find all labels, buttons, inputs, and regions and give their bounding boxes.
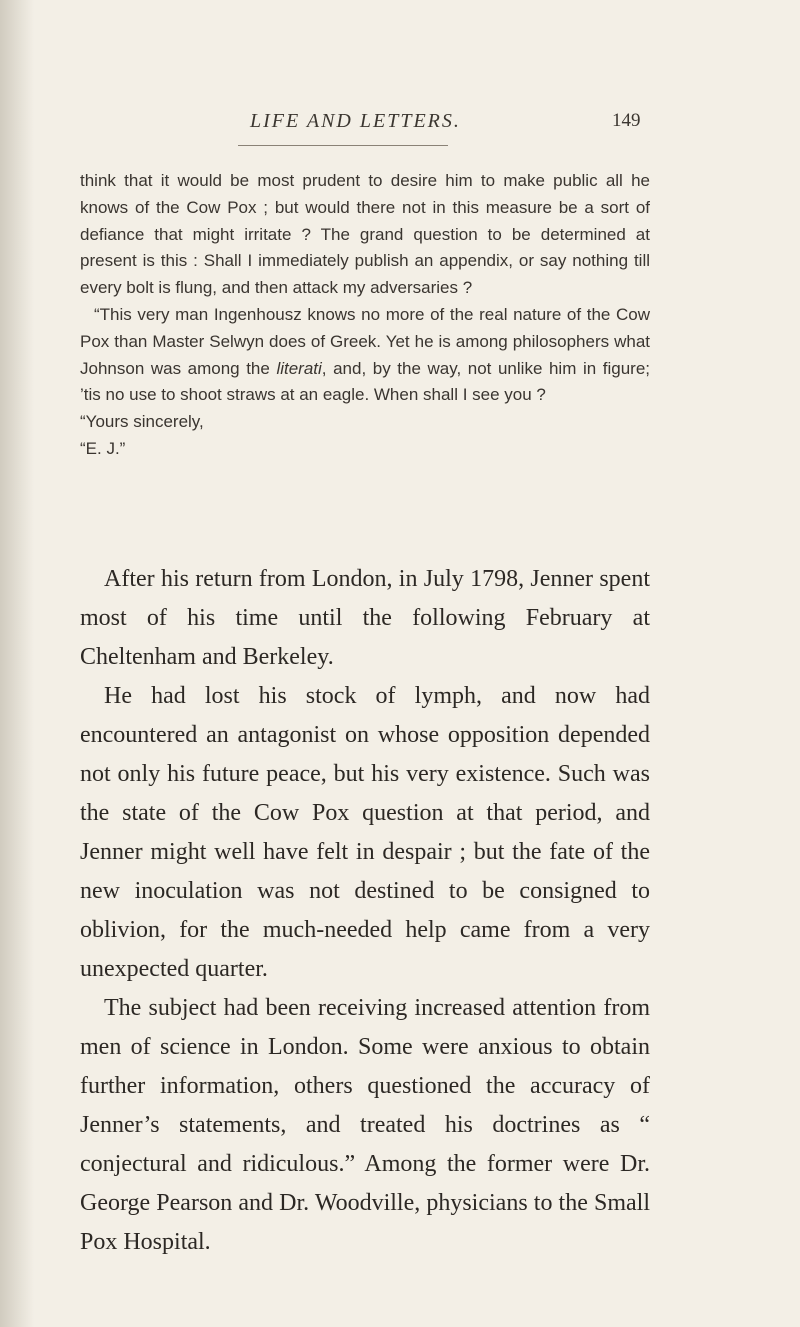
page-number: 149 <box>612 110 641 131</box>
letter-paragraph-2-start: “This very man Ingenhousz knows no more of the real nature of the Cow Pox than Master Selwyn does of Greek. Yet he is among philosophers what Johnson was among the <box>80 304 650 378</box>
page-header <box>0 110 800 140</box>
running-title: LIFE AND LETTERS. <box>250 110 461 132</box>
narrative-text <box>80 560 650 1262</box>
letter-signature: “E. J.” <box>80 438 126 458</box>
letter-italic-word: literati <box>276 358 322 378</box>
narrative-paragraph-2: He had lost his stock of lymph, and now had encountered an antagonist on whose opposition depended not only his future peace, but his very existence. Such was the state of the Cow Pox question at that period, and Jenner might well have felt in despair ; but the fate of the new inoculation was not destined to be consigned to oblivion, for the much-needed help came from a very unexpected quarter. <box>80 683 650 982</box>
letter-paragraph-2-end: , and, by the way, not unlike him in figure; ’tis no use to shoot straws at an eagle. When shall I see you ? <box>80 358 650 405</box>
letter-excerpt <box>80 168 650 463</box>
letter-closing: “Yours sincerely, <box>80 412 204 432</box>
narrative-paragraph-3: The subject had been receiving increased attention from men of science in London. Some were anxious to obtain further information, others questioned the accuracy of Jenner’s statements, and treated his doctrines as “ conjectural and ridiculous.” Among the former were Dr. George Pearson and Dr. Woodville, physicians to the Small Pox Hospital. <box>80 995 650 1255</box>
binding-gutter-shadow <box>0 0 34 1327</box>
letter-paragraph-1: think that it would be most prudent to desire him to make public all he knows of the Cow Pox ; but would there not in this measure be a sort of defiance that might irritate ? The grand question to be determined at present is this : Shall I immediately publish an appendix, or say nothing till every bolt is flung, and then attack my adversaries ? <box>80 171 650 298</box>
narrative-paragraph-1: After his return from London, in July 1798, Jenner spent most of his time until the following February at Cheltenham and Berkeley. <box>80 566 650 670</box>
letter-paragraph-2 <box>80 302 650 409</box>
header-rule <box>238 145 448 146</box>
